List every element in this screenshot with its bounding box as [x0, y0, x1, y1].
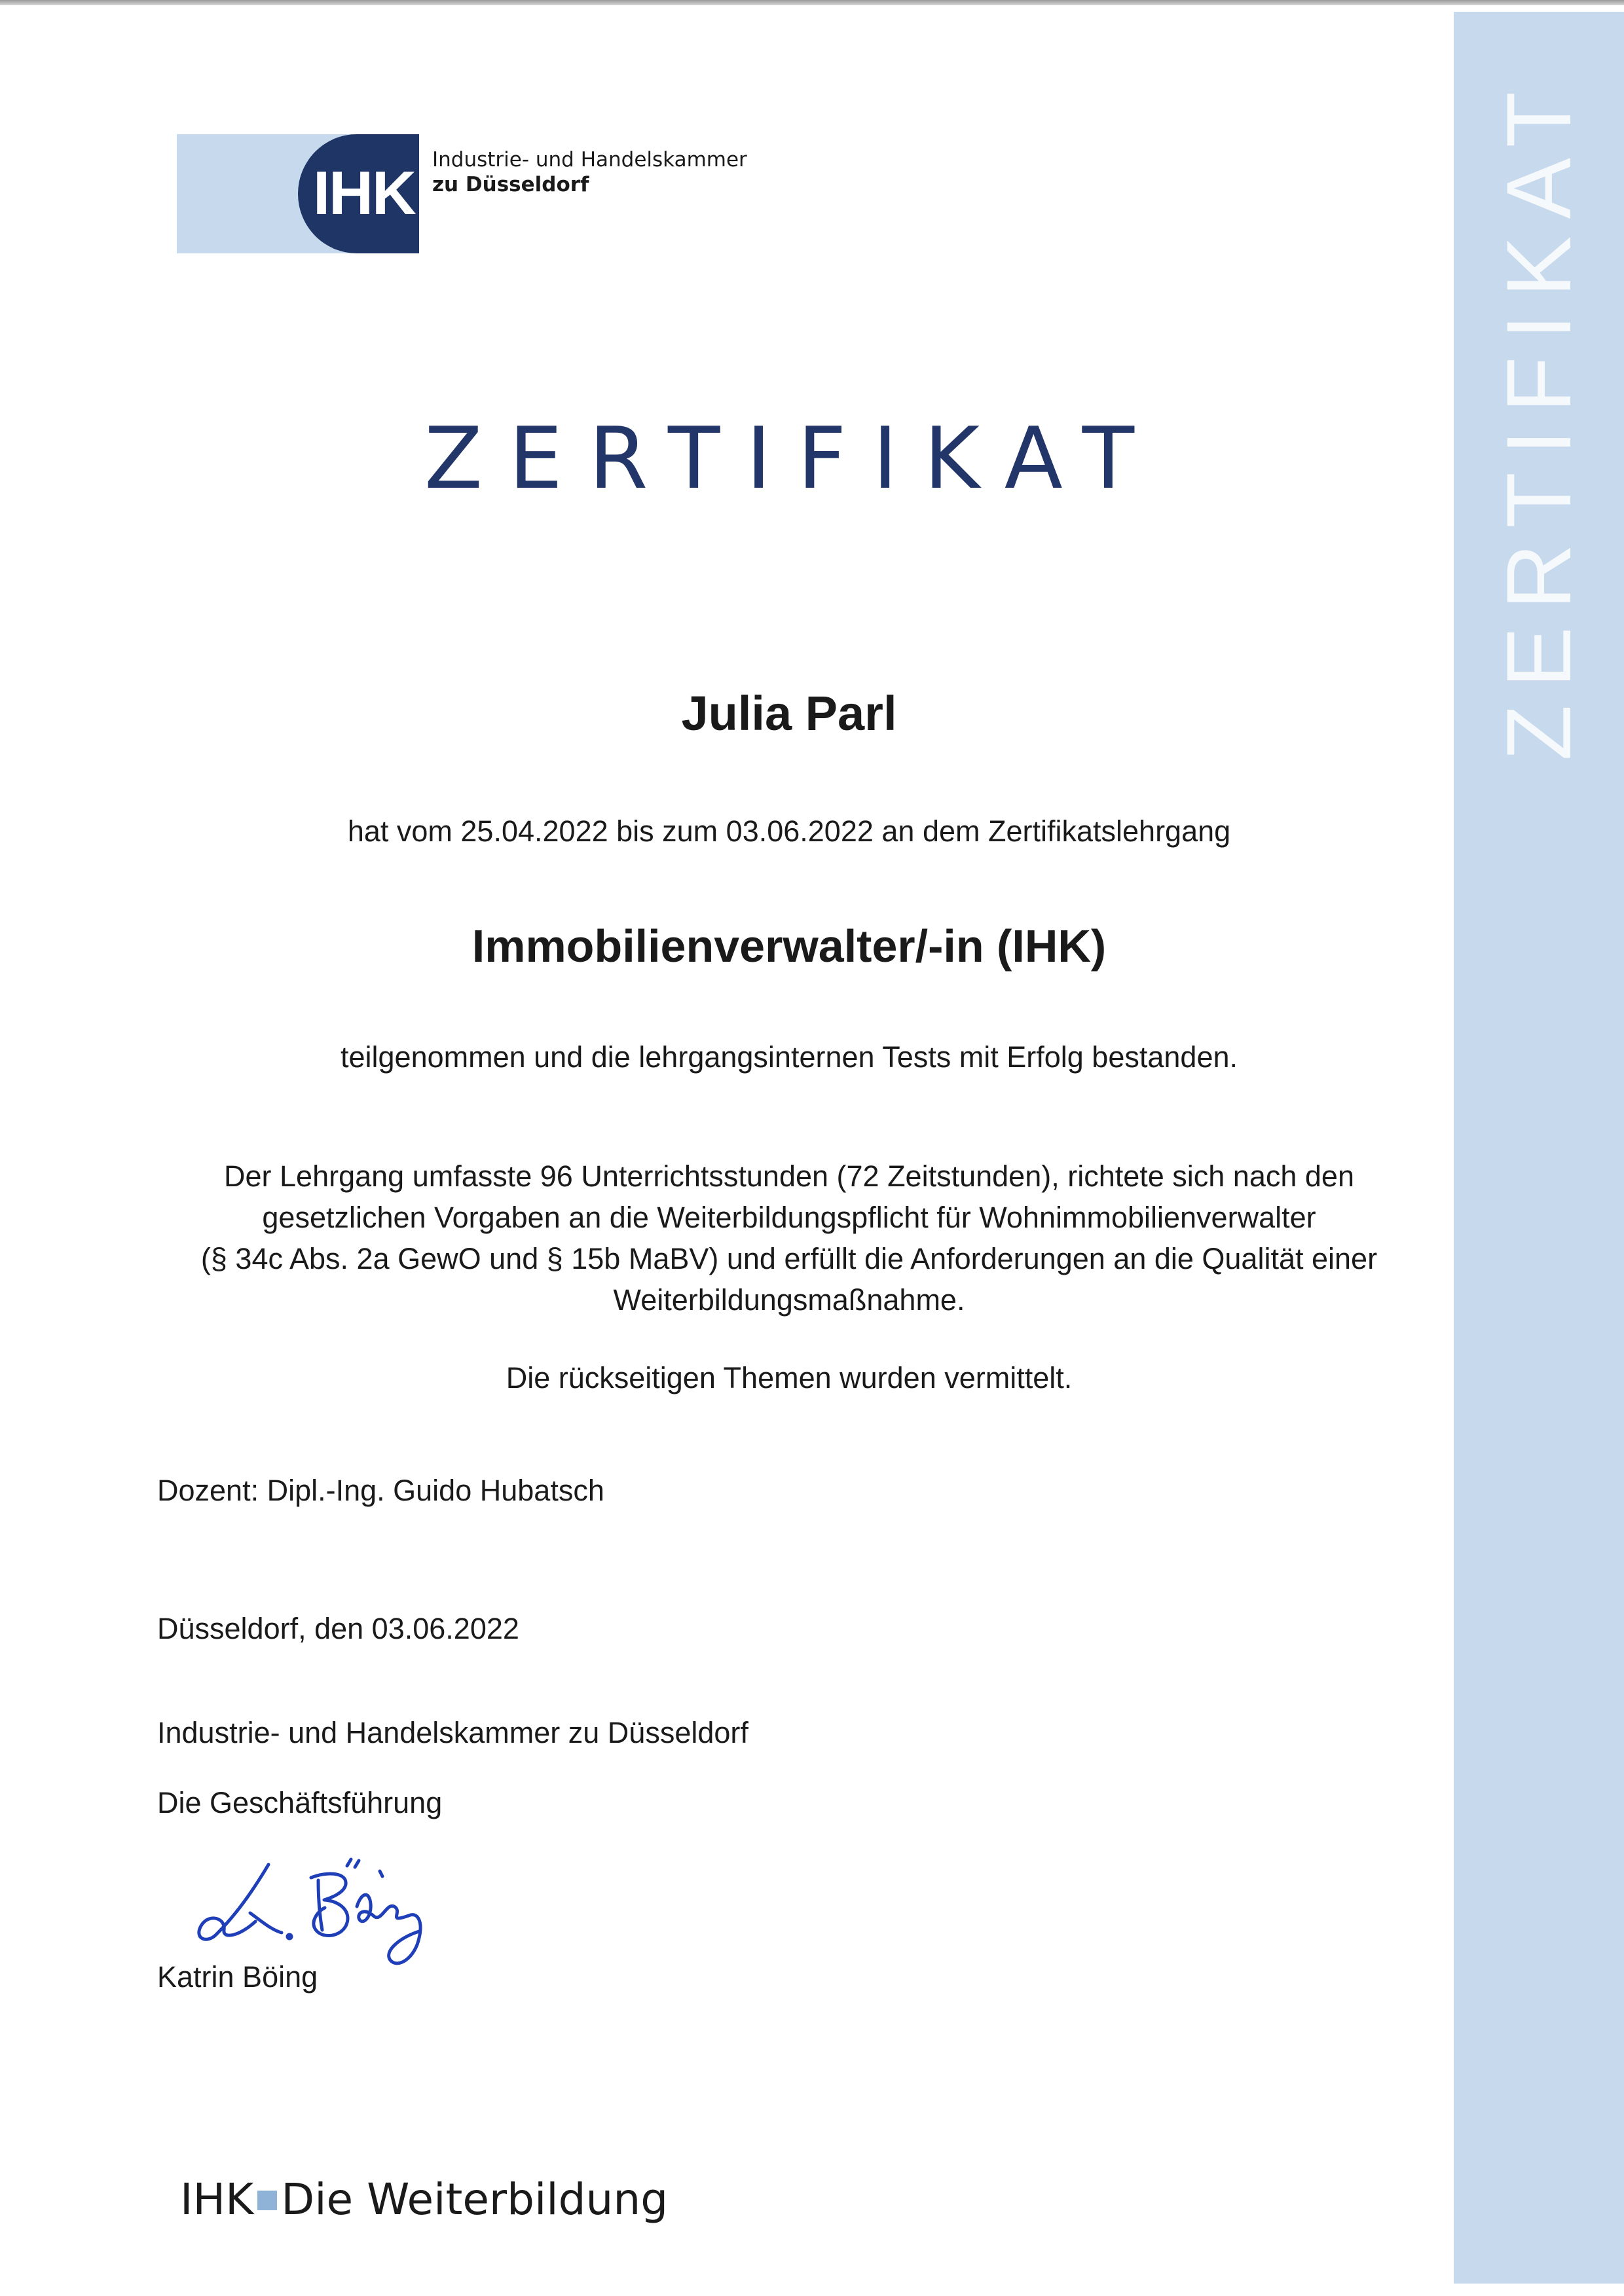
side-band [1454, 12, 1624, 2284]
management-label: Die Geschäftsführung [157, 1786, 443, 1819]
top-scan-edge [0, 0, 1624, 5]
logo-org-line2: zu Düsseldorf [432, 173, 589, 196]
course-description [151, 1156, 1428, 1321]
course-title: Immobilienverwalter/-in (IHK) [471, 920, 1107, 972]
logo-org-line1: Industrie- und Handelskammer [432, 148, 747, 172]
footer-brand-text: Die Weiterbildung [281, 2174, 669, 2225]
lecturer: Dozent: Dipl.-Ing. Guido Hubatsch [157, 1474, 604, 1507]
course-period: hat vom 25.04.2022 bis zum 03.06.2022 an dem Zertifikatslehrgang [347, 814, 1231, 848]
recipient-name: Julia Parl [681, 686, 897, 740]
signatory-name: Katrin Böing [157, 1960, 318, 1994]
result-statement: teilgenommen und die lehrgangsinternen Tests mit Erfolg bestanden. [340, 1040, 1238, 1074]
place-date: Düsseldorf, den 03.06.2022 [157, 1612, 519, 1645]
issuer-name: Industrie- und Handelskammer zu Düsseldorf [157, 1716, 748, 1749]
footer-brand-ihk: IHK [180, 2174, 254, 2225]
side-band-text: ZERTIFIKAT [1487, 74, 1590, 761]
certificate-title: ZERTIFIKAT [424, 409, 1161, 508]
description-line: Der Lehrgang umfasste 96 Unterrichtsstunden (72 Zeitstunden), richtete sich nach den [224, 1159, 1354, 1193]
description-line: Weiterbildungsmaßnahme. [613, 1283, 965, 1317]
brand-square-icon [257, 2191, 277, 2210]
description-line: gesetzlichen Vorgaben an die Weiterbildungspflicht für Wohnimmobilienverwalter [262, 1201, 1316, 1234]
logo-mark: IHK [313, 158, 415, 227]
logo-organization [432, 147, 747, 197]
topics-note: Die rückseitigen Themen wurden vermittelt. [506, 1361, 1073, 1394]
description-line: (§ 34c Abs. 2a GewO und § 15b MaBV) und erfüllt die Anforderungen an die Qualität einer [200, 1242, 1378, 1275]
ihk-logo [177, 134, 419, 253]
footer-brand [180, 2170, 668, 2229]
